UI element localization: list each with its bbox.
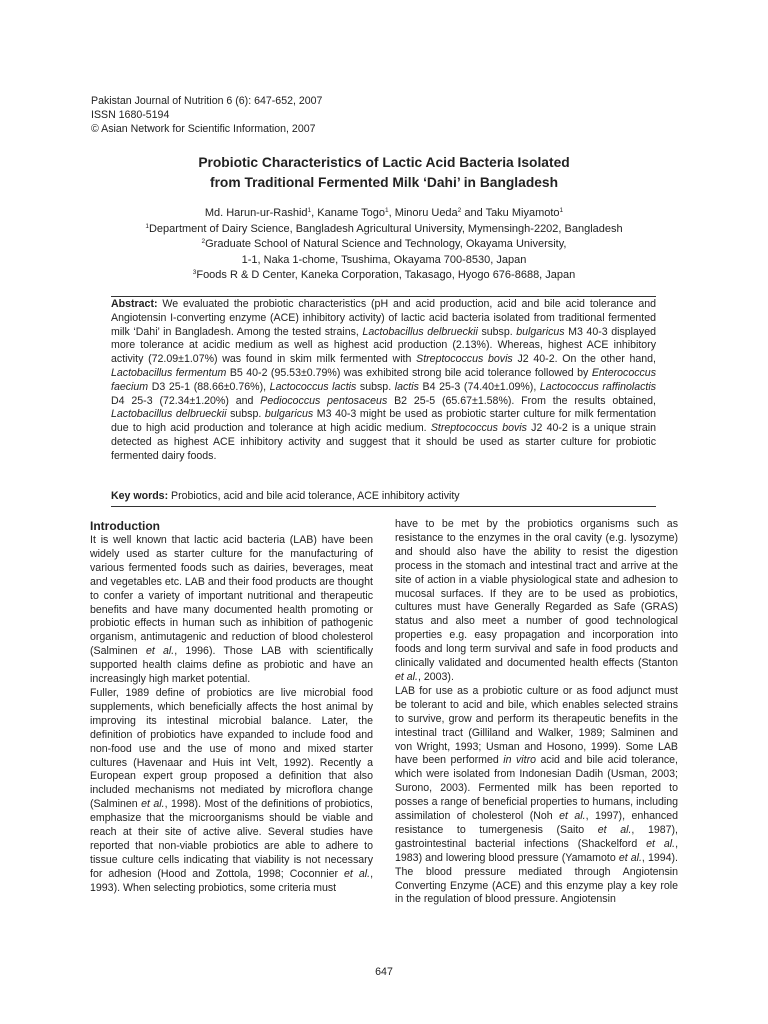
abstract-text: We evaluated the probiotic characteristics (pH and acid production, acid and bile acid tolerance and Angiotensin I-converting enzyme (ACE) inhibitory activity) of lactic acid bacteria isolated from traditional fermented milk ‘Dahi’ in Bangladesh. Among the tested strains, — [111, 298, 656, 338]
body-text: have to be met by the probiotics organisms such as resistance to the enzymes in the oral cavity (e.g. lysozyme) and should also have the ability to resist the digestion process in the stomach and intestinal tract and arrive at the site of action in a viable physiological state and adhesion to mucosal surfaces. If they are to be used as probiotics, cultures must have Generally Regarded as Safe (GRAS) status and also meet a number of good technological properties e.g. easy propagation and incorporation into foods and long term survival and safe in food products and clinically validated and documented health effects (Stanton — [395, 518, 678, 670]
citation-etal: et al. — [646, 837, 676, 850]
body-text: , 1993). When selecting probiotics, some criteria must — [90, 867, 374, 894]
body-text: LAB for use as a probiotic culture or as food adjunct must be tolerant to acid and bile, which enables selected strains to survive, grow and perform its therapeutic benefits in the intestinal tract (Gilliland and Walker, 1989; Salminen and von Wright, 1993; Usman and Hosono, 1999). Some LAB have been performed — [395, 684, 678, 767]
abstract-text: M3 40-3 displayed more tolerance at acidic medium as well as highest acid production (2.13%). Whereas, highest ACE inhibitory activity (72.09±1.07%) was found in skim milk fermented with — [111, 325, 656, 366]
paragraph — [90, 687, 373, 896]
journal-issn: ISSN 1680-5194 — [91, 109, 170, 121]
abstract-top-rule — [111, 296, 656, 297]
affiliation-text: Graduate School of Natural Science and Technology, Okayama University, — [205, 238, 567, 250]
citation-etal: et al. — [597, 823, 632, 836]
species-name: Lactobacillus delbrueckii — [362, 325, 478, 338]
keywords-text: Probiotics, acid and bile acid tolerance, ACE inhibitory activity — [168, 490, 460, 502]
journal-masthead — [91, 94, 322, 136]
body-text: , 1994). The blood pressure mediated through Angiotensin Converting Enzyme (ACE) and this enzyme play a key role in the regulation of blood pressure. Angiotensin — [395, 851, 678, 906]
abstract-text: J2 40-2 is a unique strain detected as highest ACE inhibitory activity and suggest that it should be used as starter culture for probiotic fermented dairy foods. — [111, 422, 656, 462]
affiliation-2 — [90, 237, 678, 253]
author-affiliation-mark: 1 — [559, 207, 564, 214]
citation-etal: et al. — [395, 670, 418, 683]
citation-etal: et al. — [141, 798, 165, 811]
abstract-text: B2 25-5 (65.67±1.58%). From the results obtained, — [387, 394, 656, 407]
journal-copyright: © Asian Network for Scientific Information, 2007 — [91, 123, 316, 135]
title-line-2: from Traditional Fermented Milk ‘Dahi’ in Bangladesh — [209, 175, 559, 190]
author-name: and Taku Miyamoto — [461, 207, 560, 219]
right-column — [395, 518, 678, 907]
affiliation-text: Department of Dairy Science, Bangladesh Agricultural University, Mymensingh-2202, Bangladesh — [148, 222, 623, 235]
keywords-label: Key words: — [111, 490, 169, 502]
journal-citation: Pakistan Journal of Nutrition 6 (6): 647-652, 2007 — [91, 95, 323, 107]
page-number: 647 — [375, 966, 393, 978]
abstract — [111, 298, 656, 464]
species-name: Lactobacillus fermentum — [111, 366, 227, 379]
body-text: , 1987), gastrointestinal bacterial infections (Shackelford — [395, 823, 678, 850]
body-text: It is well known that lactic acid bacteria (LAB) have been widely used as starter culture for the manufacturing of various fermented foods such as dairies, beverages, meat and vegetables etc. LAB and their food products are thought to confer a variety of important nutritional and therapeutic benefits and have many documented health promoting or probiotic effects in human such as inhibition of pathogenic organism, antimutagenic and reduction of blood cholesterol (Salminen — [90, 534, 373, 658]
citation-etal: et al. — [145, 645, 175, 658]
affiliation-text: Foods R & D Center, Kaneka Corporation, Takasago, Hyogo 676-8688, Japan — [196, 269, 576, 281]
body-text: , 1983) and lowering blood pressure (Yamamoto — [395, 837, 679, 864]
body-text: , 1998). Most of the definitions of probiotics, emphasize that the microorganisms should be viable and reach at their site of active alive. Several studies have reported that non-viable probiotics are able to adhere to tissue culture cells indicating that viability is not necessary for adhesion (Hood and Zottola, 1998; Coconnier — [90, 798, 373, 880]
affiliation-mark: 2 — [201, 238, 206, 245]
abstract-text: D3 25-1 (88.66±0.76%), — [148, 380, 270, 393]
abstract-label: Abstract: — [111, 298, 158, 310]
paragraph — [395, 518, 678, 685]
paper-title — [90, 153, 678, 193]
affiliation-mark: 1 — [145, 222, 149, 230]
abstract-text: M3 40-3 might be used as probiotic starter culture for milk fermentation due to high acid production and tolerance at high acidic medium. — [111, 408, 656, 435]
body-text: Fuller, 1989 define of probiotics are live microbial food supplements, which beneficially affects the host animal by improving its intestinal microbial balance. Later, the definition of probiotics have expanded to include food and non-food use and the use of mono and mixed starter cultures (Havenaar and Huis int Velt, 1992). Recently a European expert group proposed a definition that also included mechanisms not mediated by microflora change (Salminen — [90, 686, 373, 811]
abstract-text: B5 40-2 (95.53±0.79%) was exhibited strong bile acid tolerance followed by — [226, 366, 592, 379]
species-name: bulgaricus — [264, 408, 314, 421]
affiliation-1 — [90, 222, 678, 238]
citation-etal: et al. — [344, 867, 371, 880]
species-name: Lactobacillus delbrueckii — [111, 408, 227, 421]
species-name: Pediococcus pentosaceus — [260, 394, 388, 407]
abstract-text: D4 25-3 (72.34±1.20%) and — [111, 394, 261, 407]
affiliation-2-address: 1-1, Naka 1-chome, Tsushima, Okayama 700-8530, Japan — [241, 253, 527, 266]
author-name: , Kaname Togo — [311, 207, 385, 219]
body-text: , 1997), enhanced resistance to tumergenesis (Saito — [395, 810, 678, 836]
affiliation-mark: 3 — [192, 269, 197, 276]
abstract-text: subsp. — [356, 380, 395, 393]
author-name: Md. Harun-ur-Rashid — [204, 207, 308, 219]
abstract-text: subsp. — [477, 325, 517, 338]
body-text: acid and bile acid tolerance, which were isolated from Indonesian Dadih (Usman, 2003; Surono, 2003). Fermented milk has been reported to posses a range of beneficial properties to humans, including assimilation of cholesterol (Noh — [395, 754, 679, 823]
author-list — [90, 206, 678, 222]
author-name: , Minoru Ueda — [388, 207, 458, 219]
abstract-text: J2 40-2. On the other hand, — [512, 353, 656, 366]
paragraph — [395, 685, 678, 908]
citation-etal: et al. — [618, 851, 642, 864]
species-name: Lactococcus lactis — [269, 380, 357, 393]
species-name: Lactococcus raffinolactis — [539, 380, 656, 393]
keywords-bottom-rule — [111, 506, 656, 507]
species-name: bulgaricus — [516, 325, 565, 338]
title-line-1: Probiotic Characteristics of Lactic Acid Bacteria Isolated — [198, 155, 570, 170]
emphasis-term: in vitro — [503, 754, 537, 767]
species-name: Enterococcus faecium — [111, 366, 656, 393]
abstract-text: B4 25-3 (74.40±1.09%), — [418, 380, 540, 393]
author-affiliation-mark: 1 — [307, 207, 312, 214]
paragraph — [90, 534, 373, 687]
author-affiliation-mark: 1 — [384, 207, 389, 214]
body-text: , 2003). — [417, 670, 454, 683]
left-column — [90, 518, 373, 896]
citation-etal: et al. — [559, 810, 586, 823]
author-block — [90, 206, 678, 284]
affiliation-3 — [90, 268, 678, 284]
keywords — [111, 490, 656, 504]
abstract-text: subsp. — [226, 408, 265, 421]
body-text: , 1996). Those LAB with scientifically supported health claims define as probiotic and have an increasingly high market potential. — [90, 645, 373, 686]
species-name: Streptococcus bovis — [416, 353, 513, 366]
author-affiliation-mark: 2 — [457, 207, 462, 214]
section-heading-introduction: Introduction — [90, 519, 160, 533]
species-name: Streptococcus bovis — [430, 422, 527, 435]
species-name: lactis — [394, 380, 419, 393]
